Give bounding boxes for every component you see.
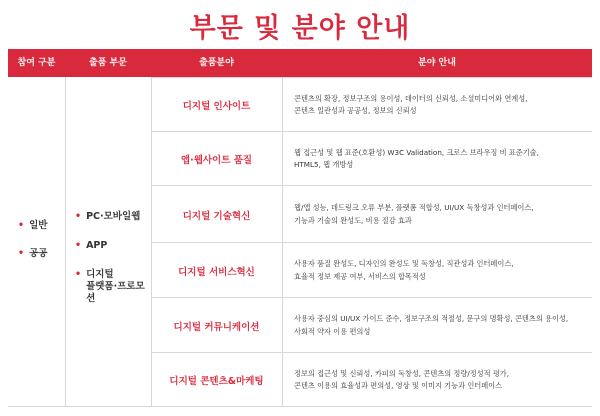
bullet-icon: •: [75, 240, 82, 251]
header-participation: 참여 구분: [17, 58, 56, 68]
field-name: 디지털 콘텐츠&마케팅: [169, 376, 264, 387]
list-item: [75, 211, 151, 223]
table-row: [151, 242, 592, 298]
field-name: 앱·웹사이트 품질: [180, 155, 253, 166]
field-description: [282, 78, 593, 132]
description-line: HTML5, 웹 개방성: [294, 160, 354, 169]
participation-cell: [8, 77, 65, 406]
list-item: [75, 269, 151, 305]
table-row: [151, 185, 592, 243]
header-field: 출품분야: [199, 58, 234, 68]
category-label: PC·모바일웹: [86, 211, 141, 222]
description-line: 웹 접근성 및 웹 표준(호환성) W3C Validation, 크로스 브라우징 비 표준기술,: [294, 147, 539, 157]
field-description: [282, 186, 593, 243]
bullet-icon: •: [75, 211, 82, 222]
participation-list: [18, 217, 47, 273]
field-description: [282, 132, 593, 186]
field-name: 디지털 기술혁신: [182, 210, 251, 222]
participation-label: 일반: [29, 220, 48, 231]
description-line: 사회적 약자 이용 편의성: [294, 326, 371, 336]
page-title: 부문 및 분야 안내: [189, 13, 411, 44]
table-row: [151, 352, 592, 407]
field-name: 디지털 서비스혁신: [178, 266, 255, 278]
description-line: 사용자 중심의 UI/UX 가이드 준수, 정보구조의 적절성, 문구의 명확성, 콘텐츠의 용이성,: [294, 314, 569, 323]
bullet-icon: •: [18, 248, 25, 259]
description-line: 콘텐츠 이용의 효율성과 편의성, 영상 및 이미지 기능과 인터페이스: [294, 381, 503, 390]
table-row: [151, 297, 592, 353]
description-line: 사용자 품질 완성도, 디자인의 완성도 및 독창성, 직관성과 인터페이스,: [294, 259, 514, 268]
list-item: [18, 245, 47, 259]
description-line: 효율적 정보 제공 여부, 서비스의 합목적성: [294, 271, 426, 281]
category-label: 디지털 플랫폼·프로모션: [86, 269, 145, 304]
list-item: [18, 217, 47, 231]
field-description: [282, 298, 593, 353]
table-row: [151, 131, 592, 186]
category-label: APP: [86, 240, 108, 251]
description-line: 콘텐츠 일관성과 공공성, 정보의 신뢰성: [294, 106, 417, 115]
field-description: [282, 353, 593, 407]
description-line: 정보의 접근성 및 신뢰성, 카피의 독창성, 콘텐츠의 정량/정성적 평가,: [294, 368, 510, 378]
bullet-icon: •: [18, 220, 25, 231]
header-guide: 분야 안내: [418, 58, 456, 68]
participation-label: 공공: [29, 248, 48, 259]
field-description: [282, 243, 593, 298]
header-category: 출품 부문: [89, 58, 127, 68]
bullet-icon: •: [75, 269, 82, 280]
table-header: [8, 49, 592, 77]
table-row: [151, 77, 592, 132]
description-line: 콘텐츠의 확장, 정보구조의 용이성, 데이터의 신뢰성, 소셜미디어와 연계성,: [294, 93, 528, 103]
description-line: 기능과 기술의 완성도, 비용 절감 효과: [294, 215, 412, 225]
description-line: 웹/앱 성능, 데드링크 오류 부분, 플랫폼 적합성, UI/UX 독창성과 인터페이스,: [294, 203, 534, 212]
list-item: [75, 240, 151, 252]
category-table: [8, 49, 592, 407]
field-name: 디지털 커뮤니케이션: [173, 321, 260, 333]
category-cell: [65, 77, 151, 406]
category-list: [75, 211, 151, 322]
field-name: 디지털 인사이트: [182, 101, 251, 112]
